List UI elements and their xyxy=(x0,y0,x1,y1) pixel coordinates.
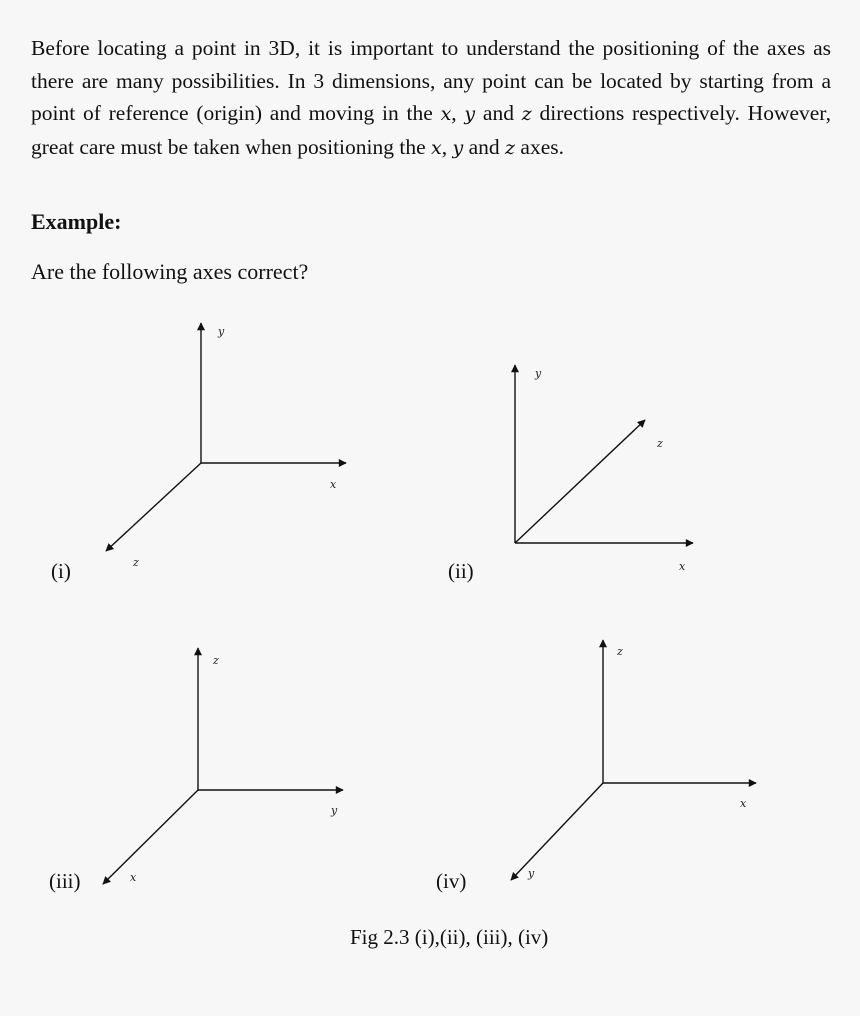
axis-label-right: x xyxy=(330,478,337,491)
intro-sep: , xyxy=(441,134,453,159)
axis-label-up: y xyxy=(535,367,542,380)
intro-sep: and xyxy=(475,101,522,125)
figure-label: (iv) xyxy=(436,869,467,893)
axis-diag xyxy=(515,420,645,543)
axis-label-up: z xyxy=(213,654,219,667)
var-y: y xyxy=(464,103,476,125)
intro-text-2: directions respectively. However, great care must be taken when positioning the xyxy=(31,101,831,159)
figure-ii xyxy=(448,365,693,583)
figure-iv xyxy=(436,640,756,893)
axis-label-right: y xyxy=(331,804,338,817)
axis-diag xyxy=(103,790,198,884)
question-text: Are the following axes correct? xyxy=(31,259,309,284)
intro-text-1: Before locating a point in 3D, it is important to understand the positioning of the axes as there are many possibilities. In 3 dimensions, any point can be located by starting from a point of reference (origin) and moving in the xyxy=(31,36,831,125)
axis-diag xyxy=(106,463,201,551)
figure-label: (iii) xyxy=(49,869,81,893)
axis-diag xyxy=(511,783,603,880)
example-heading: Example: xyxy=(31,209,122,234)
axis-label-diag: y xyxy=(528,867,535,880)
figure-caption: Fig 2.3 (i),(ii), (iii), (iv) xyxy=(350,925,549,949)
intro-text-3: axes. xyxy=(515,134,564,159)
axis-label-right: x xyxy=(679,560,686,573)
figure-label: (i) xyxy=(51,559,71,583)
figure-i xyxy=(51,323,346,583)
var-z: z xyxy=(521,103,532,125)
axis-label-up: z xyxy=(617,645,623,658)
axis-label-diag: x xyxy=(130,871,137,884)
var-x: x xyxy=(440,103,452,125)
axis-label-right: x xyxy=(740,797,747,810)
var-y: y xyxy=(452,136,464,159)
intro-sep: , xyxy=(451,101,465,125)
var-z: z xyxy=(505,136,516,159)
axis-label-diag: z xyxy=(133,556,139,569)
figure-iii xyxy=(49,648,343,893)
axis-label-diag: z xyxy=(657,437,663,450)
intro-sep: and xyxy=(463,134,506,159)
axis-label-up: y xyxy=(218,325,225,338)
var-x: x xyxy=(431,136,442,159)
figure-label: (ii) xyxy=(448,559,474,583)
